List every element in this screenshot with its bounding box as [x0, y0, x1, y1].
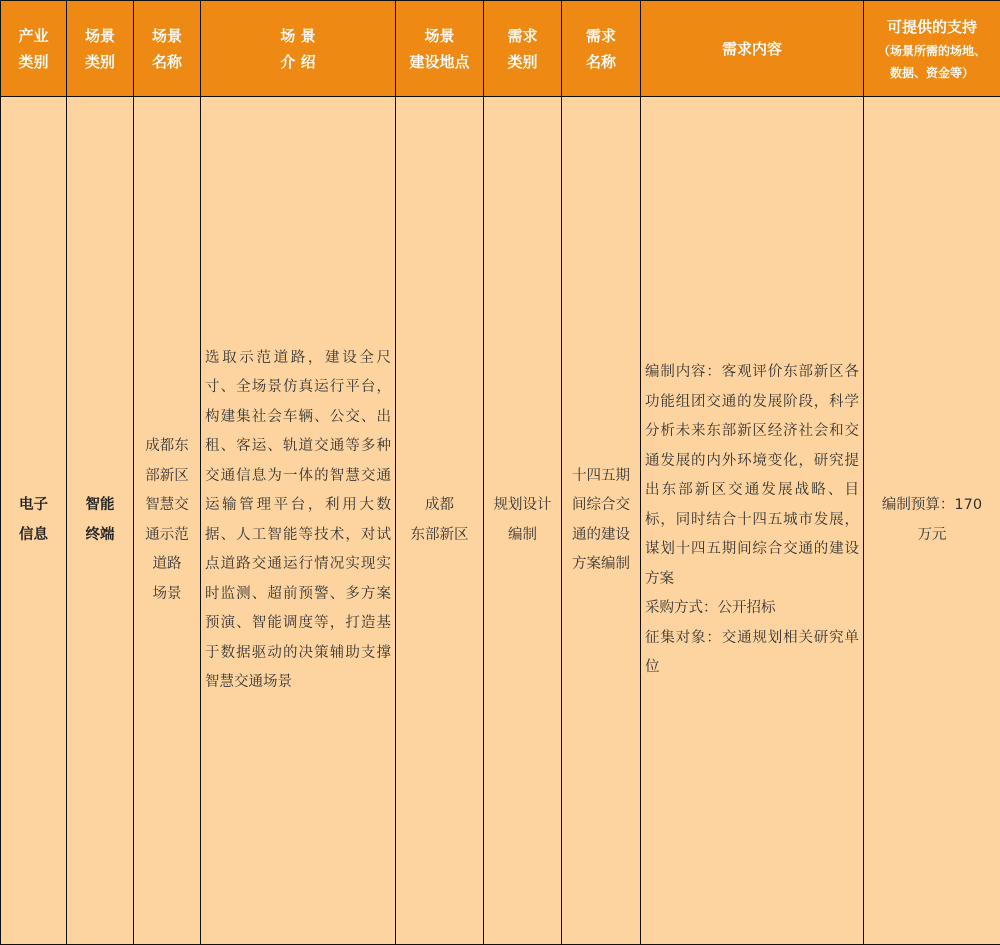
header-support-subtitle: （场景所需的场地、 数据、资金等） [868, 40, 996, 84]
cell-scene-type: 智能 终端 [67, 97, 134, 945]
cell-support: 编制预算：170 万元 [864, 97, 1000, 945]
header-support-title: 可提供的支持 [868, 14, 996, 40]
table-row [1, 97, 1000, 945]
cell-scene-name: 成都东 部新区 智慧交 通示范 道路 场景 [134, 97, 201, 945]
cell-demand-type: 规划设计 编制 [484, 97, 562, 945]
header-scene-type: 场景 类别 [67, 1, 134, 97]
solicitation-target: 征集对象：交通规划相关研究单位 [645, 624, 859, 683]
header-demand-content: 需求内容 [641, 1, 864, 97]
header-industry: 产业 类别 [1, 1, 67, 97]
header-row [1, 1, 1000, 97]
cell-scene-intro: 选取示范道路，建设全尺寸、全场景仿真运行平台，构建集社会车辆、公交、出租、客运、轨道交通等多种交通信息为一体的智慧交通运输管理平台，利用大数据、人工智能等技术，对试点道路交通运行情况实现实时监测、超前预警、多方案预演、智能调度等，打造基于数据驱动的决策辅助支撑智慧交通场景 [201, 97, 396, 945]
header-demand-name: 需求 名称 [562, 1, 641, 97]
header-demand-type: 需求 类别 [484, 1, 562, 97]
procurement-method: 采购方式：公开招标 [645, 594, 859, 624]
header-support [864, 1, 1000, 97]
header-scene-intro: 场 景 介 绍 [201, 1, 396, 97]
cell-demand-content [641, 97, 864, 945]
cell-industry: 电子 信息 [1, 97, 67, 945]
cell-demand-name: 十四五期 间综合交 通的建设 方案编制 [562, 97, 641, 945]
cell-location: 成都 东部新区 [396, 97, 484, 945]
demand-content-paragraph: 编制内容：客观评价东部新区各功能组团交通的发展阶段，科学分析未来东部新区经济社会和交通发展的内外环境变化，研究提出东部新区交通发展战略、目标，同时结合十四五城市发展，谋划十四五期间综合交通的建设方案 [645, 358, 859, 594]
header-scene-name: 场景 名称 [134, 1, 201, 97]
header-location: 场景 建设地点 [396, 1, 484, 97]
